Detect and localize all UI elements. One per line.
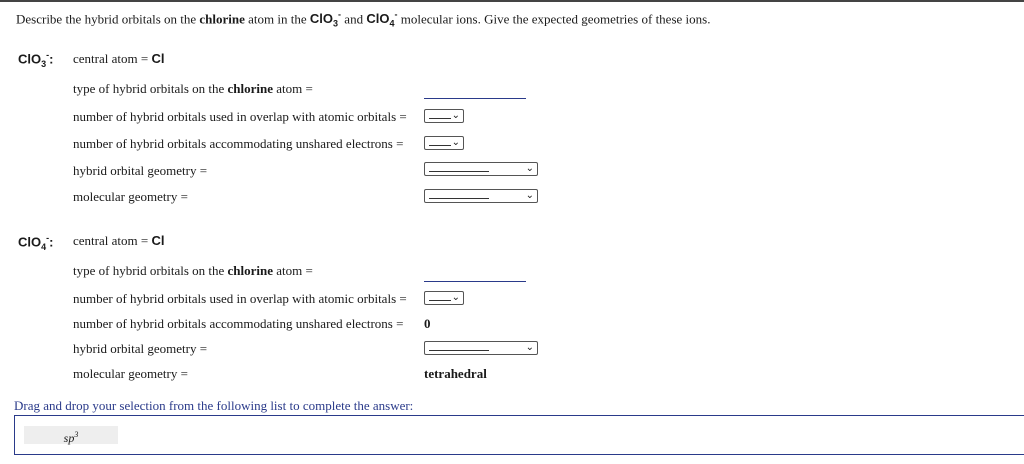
section-label-clo3: ClO$_3$-: [18,50,54,69]
hybrid-geometry-row: hybrid orbital geometry = [73,341,208,356]
chevron-down-icon: ⌄ [525,190,534,201]
chevron-down-icon: ⌄ [525,163,534,174]
unshared-select[interactable] [424,136,464,150]
molecular-geometry-select[interactable] [424,189,538,203]
central-atom-row: central atom = Cl [73,51,165,66]
ion-formula-clo3: ClO$_3$- [309,10,342,29]
molecular-geometry-value: tetrahedral [424,366,487,381]
ion-formula-clo4: ClO$_4$- [366,10,398,29]
overlap-select[interactable] [424,109,464,123]
hybrid-type-row: type of hybrid orbitals on the chlorine atom = [73,81,313,96]
drag-instructions: Drag and drop your selection from the following list to complete the answer: [14,398,414,413]
hybrid-type-drop-target[interactable] [424,281,526,282]
top-border [0,0,1024,2]
unshared-row: number of hybrid orbitals accommodating unshared electrons = [73,316,404,331]
section-label-clo4: ClO$_4$-: [18,233,54,252]
overlap-row: number of hybrid orbitals used in overlap with atomic orbitals = [73,291,407,306]
hybrid-geometry-select[interactable] [424,341,538,355]
hybrid-geometry-select[interactable] [424,162,538,176]
unshared-value: 0 [424,316,431,331]
hybrid-type-row: type of hybrid orbitals on the chlorine atom = [73,263,313,278]
central-atom-row: central atom = Cl [73,233,165,248]
hybrid-type-drop-target[interactable] [424,98,526,99]
overlap-row: number of hybrid orbitals used in overlap with atomic orbitals = [73,109,407,124]
drag-item-sp3[interactable]: $sp^3$ [24,426,118,444]
chevron-down-icon: ⌄ [451,137,460,148]
question-text: Describe the hybrid orbitals on the chlorine atom in the ClO$_3$- and ClO$_4$- molecular ions. Give the expected geometries of these ions. [16,10,711,29]
chevron-down-icon: ⌄ [451,292,460,303]
drag-source-area [14,415,1024,455]
hybrid-geometry-row: hybrid orbital geometry = [73,163,208,178]
unshared-row: number of hybrid orbitals accommodating unshared electrons = [73,136,404,151]
overlap-select[interactable] [424,291,464,305]
chevron-down-icon: ⌄ [525,342,534,353]
chevron-down-icon: ⌄ [451,110,460,121]
molecular-geometry-row: molecular geometry = [73,366,188,381]
molecular-geometry-row: molecular geometry = [73,189,188,204]
